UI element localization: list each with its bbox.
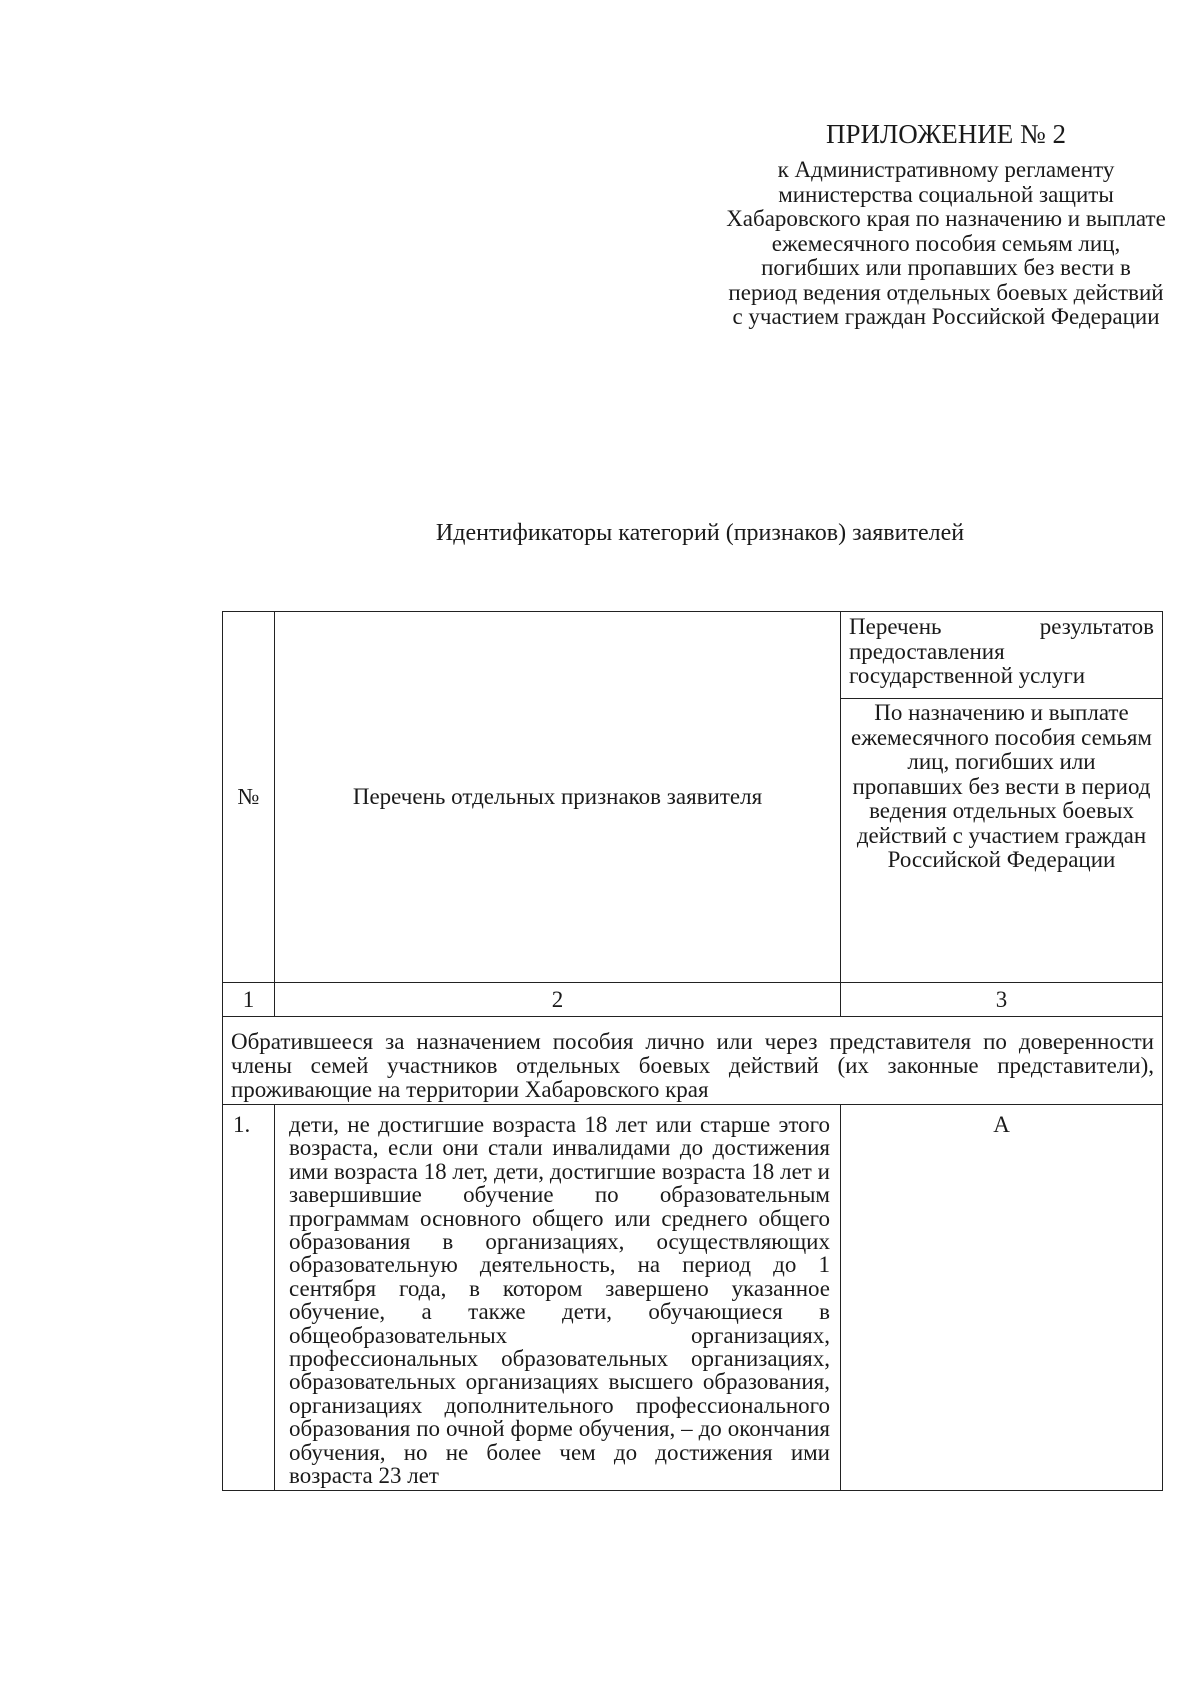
row-number: 1. <box>223 1105 275 1491</box>
document-heading: Идентификаторы категорий (признаков) заявителей <box>435 520 965 546</box>
appendix-block <box>726 118 1166 330</box>
column-index-2: 2 <box>275 983 841 1017</box>
row-result-code: А <box>841 1105 1163 1491</box>
header-criteria: Перечень отдельных признаков заявителя <box>275 612 841 983</box>
group-title: Обратившееся за назначением пособия лично или через представителя по доверенности члены семей участников отдельных боевых действий (их законные представители), проживающие на территории Хабаровского края <box>223 1017 1163 1105</box>
column-index-3: 3 <box>841 983 1163 1017</box>
appendix-subtitle: к Административному регламенту министерства социальной защиты Хабаровского края по назначению и выплате ежемесячного пособия семьям лиц, погибших или пропавших без вести в период ведения отдельных боевых действий с участием граждан Российской Федерации <box>726 157 1166 329</box>
applicant-categories-table <box>222 611 1163 1491</box>
table-row <box>223 1105 1163 1491</box>
appendix-title: ПРИЛОЖЕНИЕ № 2 <box>825 119 1067 149</box>
column-index-1: 1 <box>223 983 275 1017</box>
group-row <box>223 1017 1163 1105</box>
header-result-a: По назначению и выплате ежемесячного пособия семьям лиц, погибших или пропавших без вести в период ведения отдельных боевых действий с участием граждан Российской Федерации <box>841 699 1163 983</box>
row-criteria-text: дети, не достигшие возраста 18 лет или старше этого возраста, если они стали инвалидами до достижения ими возраста 18 лет, дети, достигшие возраста 18 лет и завершившие обучение по образовательным программам основного общего или среднего общего образования в организациях, осуществляющих образовательную деятельность, на период до 1 сентября года, в котором завершено указанное обучение, а также дети, обучающиеся в общеобразовательных организациях, профессиональных образовательных организациях, образовательных организациях высшего образования, организациях дополнительного профессионального образования по очной форме обучения, – до окончания обучения, но не более чем до достижения ими возраста 23 лет <box>275 1105 841 1491</box>
header-results: Перечень результатов предоставления государственной услуги <box>841 612 1163 699</box>
column-index-row <box>223 983 1163 1017</box>
header-number: № <box>223 612 275 983</box>
